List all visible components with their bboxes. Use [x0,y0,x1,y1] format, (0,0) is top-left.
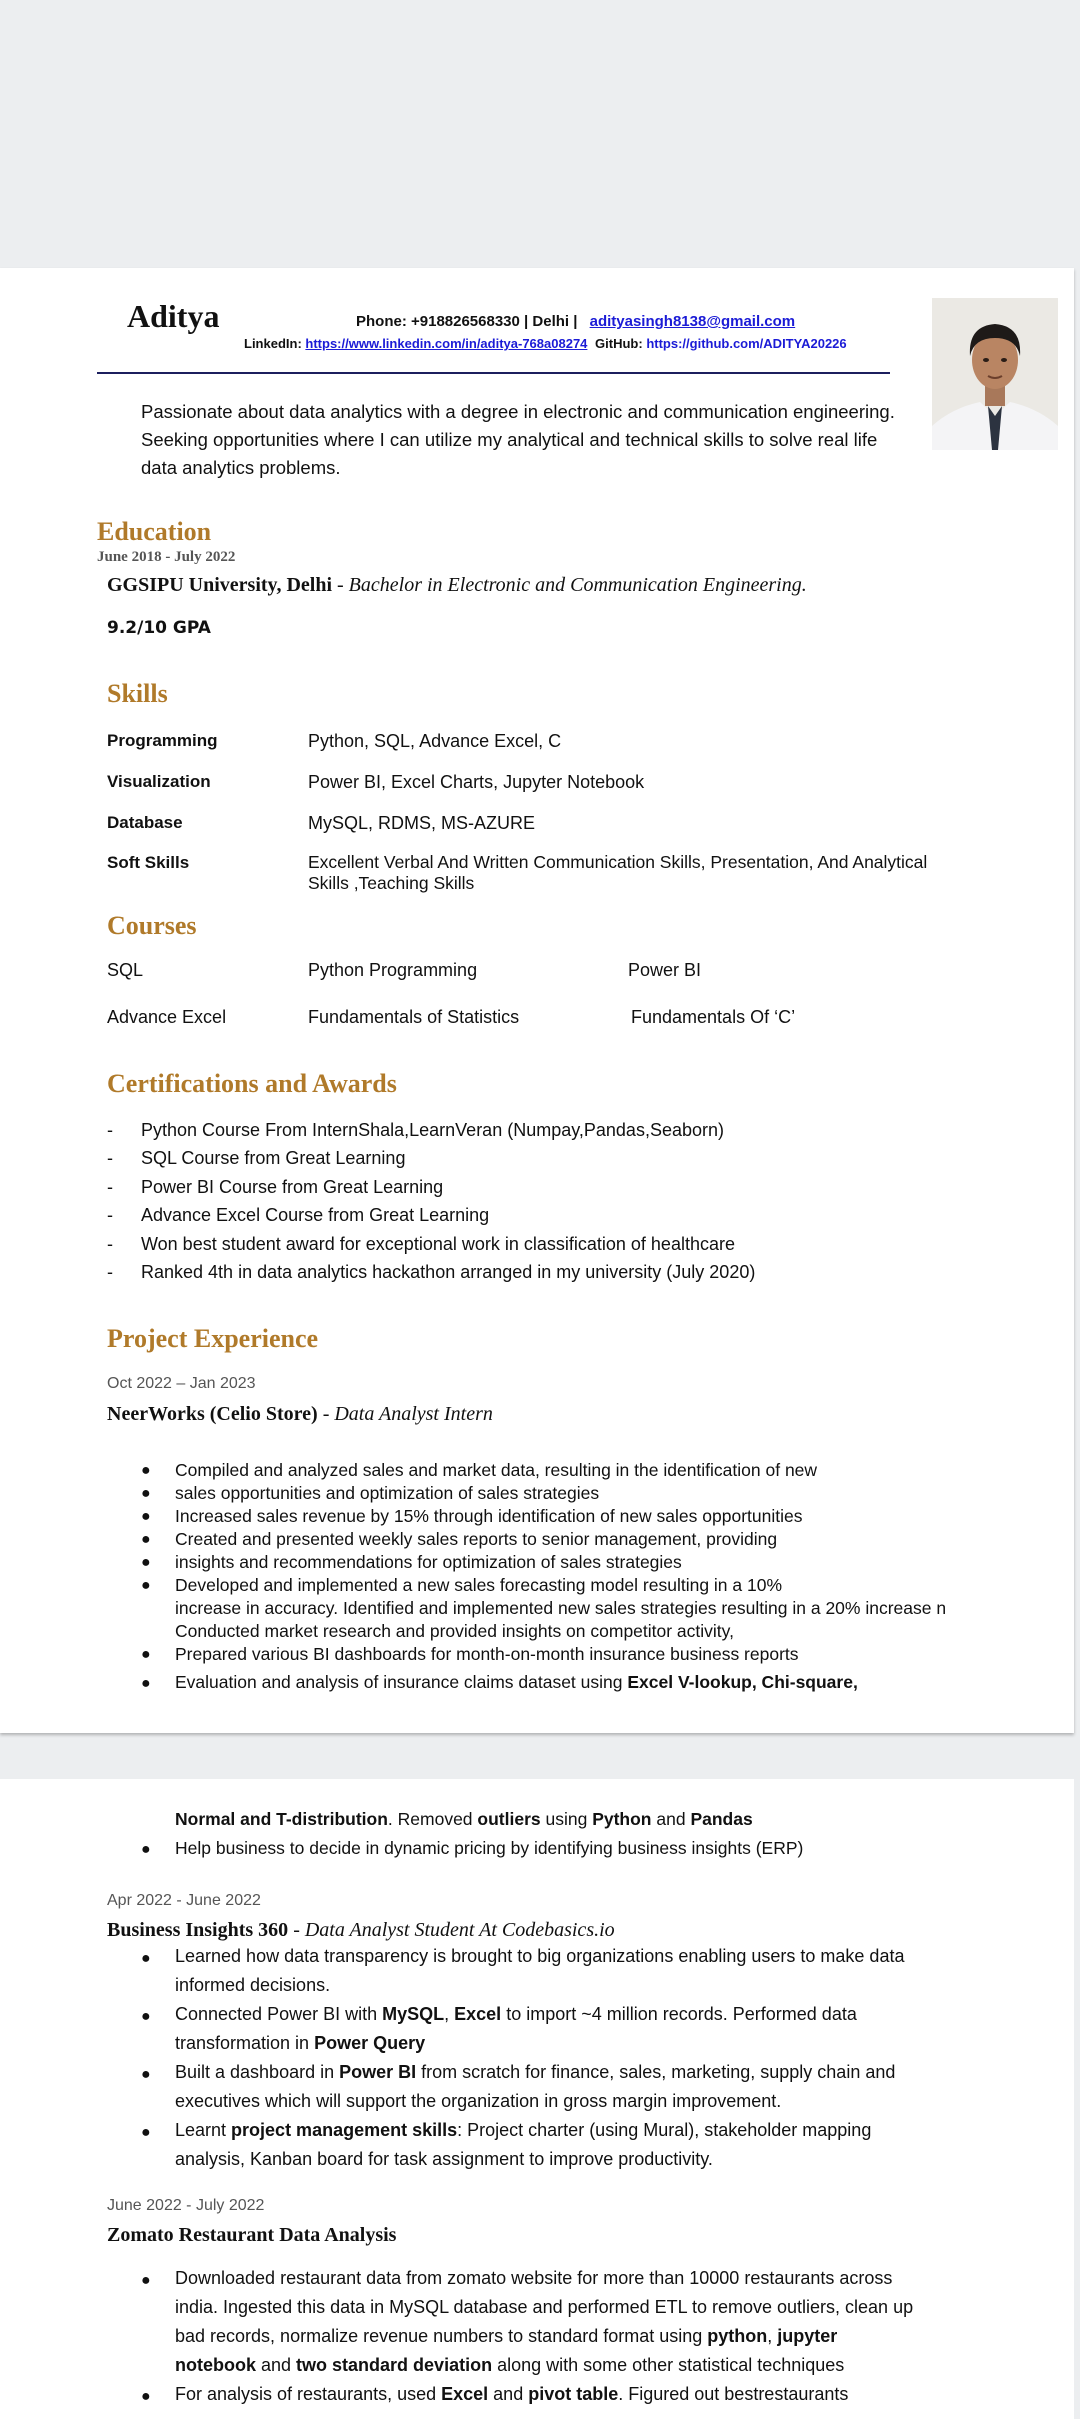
project-title [107,1919,615,1942]
bold-text: python [707,2326,768,2346]
project-org: NeerWorks (Celio Store) [107,1403,318,1425]
cert-dash: - [107,1234,113,1254]
cert-dash: - [107,1177,113,1197]
course-item: SQL [107,960,144,980]
resume-page-2 [0,1779,1074,2419]
links-line [244,336,847,351]
gpa: 9.2/10 GPA [107,618,211,638]
bullet-icon: ● [141,1950,151,1967]
email-link[interactable]: adityasingh8138@gmail.com [589,313,796,330]
project-bullet-text: Conducted market research and provided insights on competitor activity, [175,1621,734,1641]
bullet-icon: ● [141,2008,151,2025]
bold-text: Excel [441,2384,489,2404]
plain-text: and [256,2355,297,2375]
project-dates: Oct 2022 – Jan 2023 [107,1375,256,1392]
bullet-icon: ● [141,1577,151,1594]
plain-text: , [767,2326,778,2346]
project-bullet-text: insights and recommendations for optimization of sales strategies [175,1552,682,1572]
plain-text: , [444,2004,455,2024]
bullet-icon: ● [141,1841,151,1858]
project-dates: June 2022 - July 2022 [107,2197,265,2214]
project-dates: Apr 2022 - June 2022 [107,1892,261,1909]
plain-text: from scratch for finance, sales, marketing, supply chain and executives which will support the organization in gross margin improvement. [175,2062,896,2111]
education-heading: Education [97,517,212,546]
plain-text: and [651,1809,691,1829]
education-dates: June 2018 - July 2022 [97,549,236,565]
cert-item: SQL Course from Great Learning [141,1148,406,1168]
project-org: Business Insights 360 [107,1919,289,1941]
skill-value: Power BI, Excel Charts, Jupyter Notebook [308,772,645,792]
github-link[interactable]: https://github.com/ADITYA20226 [646,336,847,351]
courses-heading: Courses [107,911,197,940]
plain-text: Built a dashboard in [175,2062,340,2082]
cert-item: Python Course From InternShala,LearnVeran (Numpay,Pandas,Seaborn) [141,1120,724,1140]
bullet-icon: ● [141,1675,151,1692]
plain-text: to import ~4 million records. Performed data transformation in [175,2004,857,2053]
project-role: - Data Analyst Student At Codebasics.io [288,1919,615,1941]
skill-label: Visualization [107,772,211,791]
bold-text: Pandas [690,1809,753,1829]
institution: GGSIPU University, Delhi [107,574,333,596]
phone-location: Phone: +918826568330 | Delhi | [356,313,578,330]
project-bullet-text: Help business to decide in dynamic pricing by identifying business insights (ERP) [175,1838,804,1858]
contact-line [356,313,795,330]
bullet-icon: ● [141,1646,151,1663]
bold-text: Python [592,1809,652,1829]
cert-item: Power BI Course from Great Learning [141,1177,444,1197]
course-item: Python Programming [308,960,478,980]
skill-label: Database [107,813,183,832]
bold-text: MySQL [382,2004,445,2024]
bold-text: pivot table [528,2384,619,2404]
bullet-icon: ● [141,2124,151,2141]
bold-text: Excel [454,2004,502,2024]
plain-text: and [488,2384,529,2404]
bold-text: outliers [477,1809,541,1829]
project-org: Zomato Restaurant Data Analysis [107,2224,397,2246]
bullet-icon: ● [141,1485,151,1502]
skill-value: Python, SQL, Advance Excel, C [308,731,562,751]
education-entry [107,574,807,597]
profile-photo [932,298,1058,450]
plain-text: along with some other statistical techniques [492,2355,845,2375]
bullet-plain: Evaluation and analysis of insurance claims dataset using [175,1672,628,1692]
plain-text: : Project charter (using Mural), stakeholder mapping analysis, Kanban board for task assignment to improve productivity. [175,2120,872,2169]
cert-dash: - [107,1148,113,1168]
plain-text: . Removed [387,1809,478,1829]
bold-text: Normal and T-distribution [175,1809,388,1829]
skill-label: Soft Skills [107,853,190,872]
project-bullet-text: Increased sales revenue by 15% through identification of new sales opportunities [175,1506,803,1526]
project-role: - Data Analyst Intern [317,1403,493,1425]
bold-text: two standard deviation [296,2355,493,2375]
plain-text: Learnt [175,2120,232,2140]
project-bullet-text: Developed and implemented a new sales forecasting model resulting in a 10% [175,1575,783,1595]
cert-dash: - [107,1120,113,1140]
project-title [107,1403,493,1426]
course-item: Advance Excel [107,1007,227,1027]
certifications-heading: Certifications and Awards [107,1069,397,1098]
plain-text: Downloaded restaurant data from zomato website for more than 10000 restaurants across india. Ingested this data in MySQL database and performed ETL to remove outliers, clean up bad records, normalize revenue numbers to standard format using [175,2268,914,2346]
cert-dash: - [107,1205,113,1225]
project-bullet-text [175,2264,915,2380]
linkedin-link[interactable]: https://www.linkedin.com/in/aditya-768a08274 [305,336,588,351]
project-bullet-text: Compiled and analyzed sales and market data, resulting in the identification of new [175,1460,818,1480]
skill-value: MySQL, RDMS, MS-AZURE [308,813,536,833]
bold-text: Power Query [314,2033,426,2053]
github-label: GitHub: [595,336,643,351]
skill-value: Excellent Verbal And Written Communication Skills, Presentation, And Analytical Skills ,Teaching Skills [308,852,928,893]
plain-text: For analysis of restaurants, used [175,2384,442,2404]
project-bullet-text [175,2116,915,2174]
bullet-icon: ● [141,1554,151,1571]
plain-text: using [540,1809,593,1829]
project-bullet-text: Prepared various BI dashboards for month-on-month insurance business reports [175,1644,799,1664]
project-bullet-text: increase in accuracy. Identified and implemented new sales strategies resulting in a 20% increase n [175,1598,947,1618]
bullet-icon: ● [141,2066,151,2083]
project-bullet-text [175,2000,915,2058]
project-bullet-text [175,2058,915,2116]
project-bullet-text [175,2380,915,2409]
summary-text: Passionate about data analytics with a degree in electronic and communication engineering. Seeking opportunities where I can utilize my analytical and technical skills to solve real life data analytics problems. [141,401,895,478]
header-divider [97,372,890,374]
course-item: Fundamentals of Statistics [308,1007,520,1027]
skills-heading: Skills [107,679,168,708]
bold-text: project management skills [231,2120,458,2140]
bold-text: Power BI [339,2062,417,2082]
bullet-bold: Excel V-lookup, Chi-square, [627,1672,858,1692]
plain-text: Connected Power BI with [175,2004,383,2024]
bullet-icon: ● [141,2272,151,2289]
resume-page-1 [0,268,1074,1733]
bullet-icon: ● [141,1462,151,1479]
linkedin-label: LinkedIn: [244,336,302,351]
project-bullet-text: sales opportunities and optimization of sales strategies [175,1483,600,1503]
cert-item: Ranked 4th in data analytics hackathon arranged in my university (July 2020) [141,1262,756,1282]
project-bullet-text: Created and presented weekly sales reports to senior management, providing [175,1529,778,1549]
bullet-icon: ● [141,1508,151,1525]
degree: - Bachelor in Electronic and Communication Engineering. [332,574,807,596]
cert-item: Advance Excel Course from Great Learning [141,1205,490,1225]
skill-label: Programming [107,731,218,750]
bullet-icon: ● [141,2388,151,2405]
projects-heading: Project Experience [107,1324,319,1353]
continued-bullet-text [175,1809,753,1830]
project-bullet-text: Learned how data transparency is brought to big organizations enabling users to make data informed decisions. [175,1946,905,1995]
bold-text: jupyter notebook [175,2326,838,2375]
bullet-icon: ● [141,1531,151,1548]
plain-text: . Figured out bestrestaurants [618,2384,849,2404]
course-item: Power BI [628,960,702,980]
candidate-name: Aditya [127,298,220,334]
course-item: Fundamentals Of ‘C’ [631,1007,796,1027]
cert-item: Won best student award for exceptional work in classification of healthcare [141,1234,735,1254]
project-bullet-text [175,1672,858,1693]
cert-dash: - [107,1262,113,1282]
